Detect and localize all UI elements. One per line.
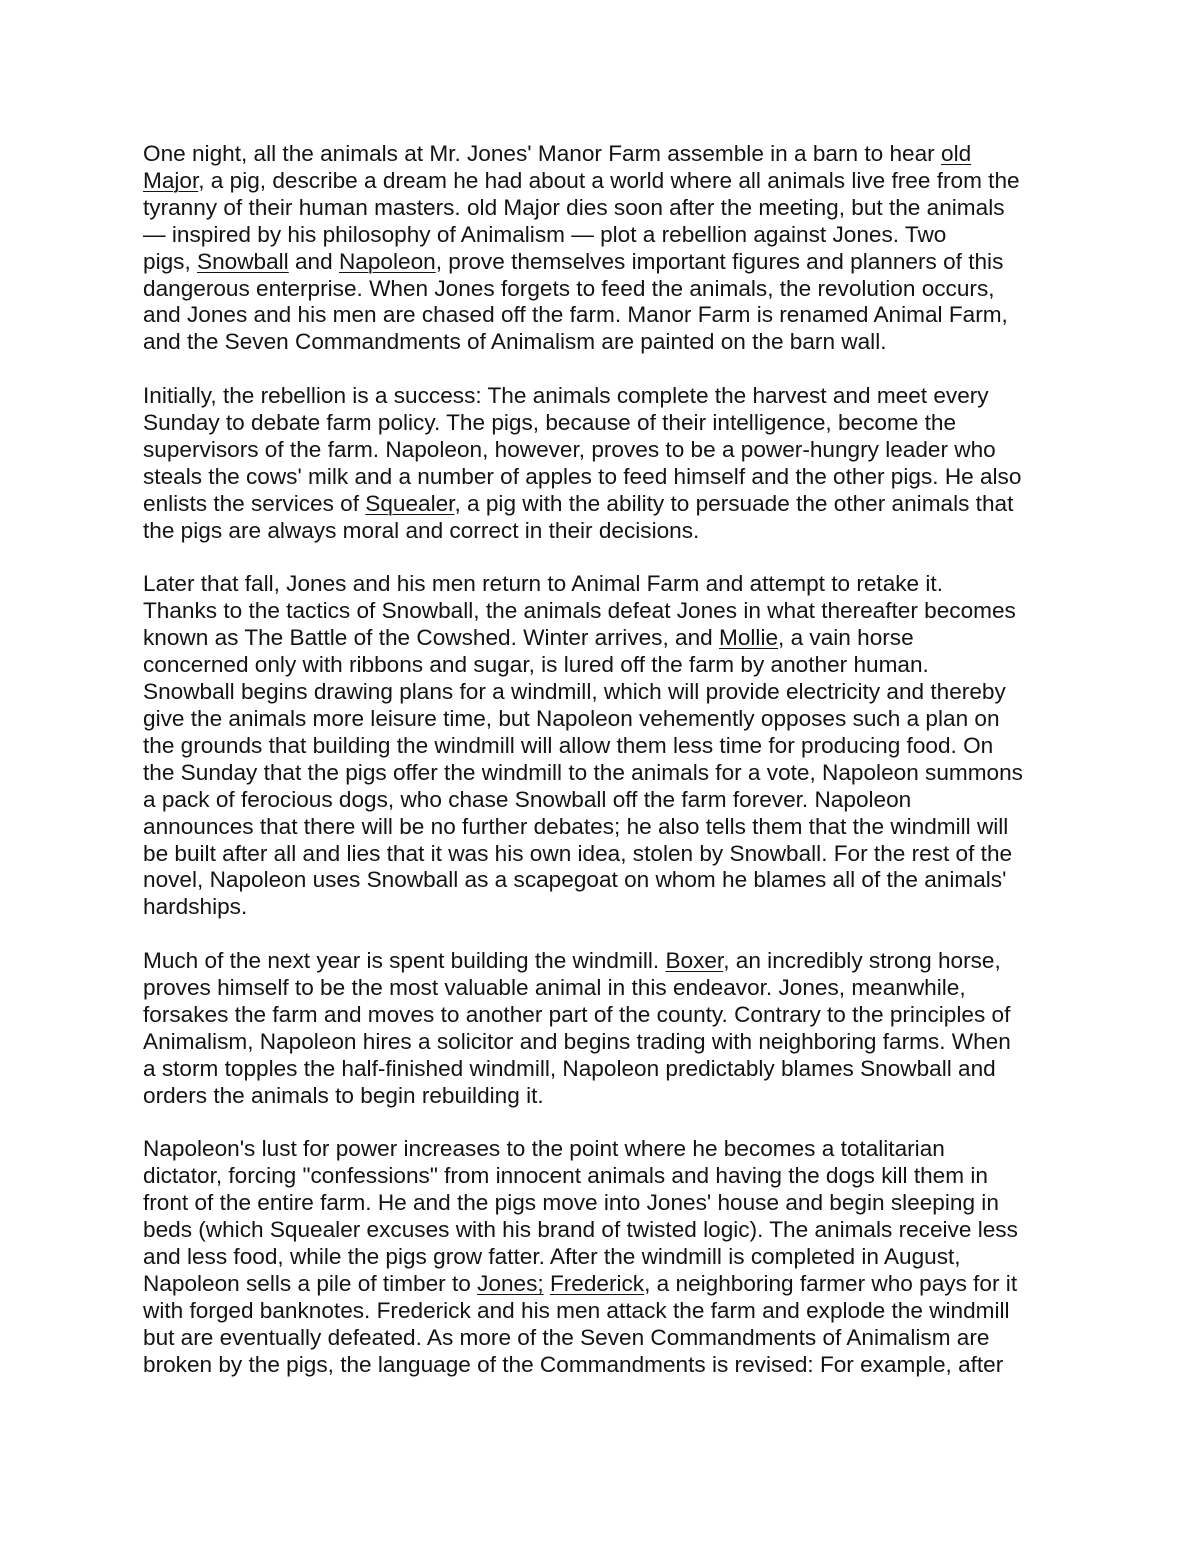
text-line — [143, 383, 1063, 410]
text-line — [143, 437, 1063, 464]
character-link[interactable]: Boxer — [665, 948, 724, 974]
text-segment: the Sunday that the pigs offer the windmill to the animals for a vote, Napoleon summons — [143, 759, 1023, 785]
text-segment: the pigs are always moral and correct in their decisions. — [143, 517, 700, 543]
text-line — [143, 948, 1063, 975]
text-line — [143, 733, 1063, 760]
text-segment: One night, all the animals at Mr. Jones' Manor Farm assemble in a barn to hear — [143, 141, 941, 166]
text-segment: concerned only with ribbons and sugar, is lured off the farm by another human. — [143, 652, 929, 678]
text-line — [143, 168, 1063, 195]
text-segment: hardships. — [143, 894, 248, 920]
text-segment: , an incredibly strong horse, — [723, 948, 1001, 974]
text-segment: pigs, — [143, 248, 198, 274]
text-line — [143, 302, 1063, 329]
character-link[interactable]: Napoleon — [338, 248, 436, 274]
text-segment: dictator, forcing "confessions" from innocent animals and having the dogs kill them in — [143, 1163, 988, 1189]
document-page — [143, 141, 1063, 1379]
text-segment: Napoleon sells a pile of timber to — [143, 1271, 478, 1296]
character-link[interactable]: old — [941, 141, 972, 166]
paragraph — [143, 383, 1063, 544]
text-line — [143, 276, 1063, 303]
character-link[interactable]: Major — [143, 167, 199, 193]
text-line — [143, 1325, 1063, 1352]
text-line — [143, 867, 1063, 894]
text-line — [143, 598, 1063, 625]
text-line — [143, 894, 1063, 921]
text-segment: the grounds that building the windmill will allow them less time for producing food. On — [143, 732, 994, 758]
text-line — [143, 841, 1063, 868]
text-segment: Animalism, Napoleon hires a solicitor and begins trading with neighboring farms. When — [143, 1028, 1011, 1054]
text-segment: , prove themselves important figures and planners of this — [435, 248, 1004, 274]
text-segment: front of the entire farm. He and the pigs move into Jones' house and begin sleeping in — [143, 1190, 999, 1216]
character-link[interactable]: Jones; — [477, 1271, 544, 1296]
text-line — [143, 706, 1063, 733]
text-line — [143, 329, 1063, 356]
text-line — [143, 222, 1063, 249]
text-line — [143, 249, 1063, 276]
text-segment: Initially, the rebellion is a success: The animals complete the harvest and meet every — [143, 383, 989, 409]
paragraph — [143, 141, 1063, 356]
text-line — [143, 814, 1063, 841]
text-segment: and the Seven Commandments of Animalism are painted on the barn wall. — [143, 329, 887, 355]
text-segment: forsakes the farm and moves to another part of the county. Contrary to the principles of — [143, 1001, 1011, 1027]
text-line — [143, 1136, 1063, 1163]
text-line — [143, 625, 1063, 652]
text-segment: and Jones and his men are chased off the farm. Manor Farm is renamed Animal Farm, — [143, 302, 1008, 328]
text-segment: broken by the pigs, the language of the Commandments is revised: For example, after — [143, 1351, 1004, 1377]
text-line — [143, 195, 1063, 222]
text-line — [143, 1163, 1063, 1190]
text-line — [143, 464, 1063, 491]
text-segment: with forged banknotes. Frederick and his men attack the farm and explode the windmill — [143, 1297, 1010, 1323]
text-segment: but are eventually defeated. As more of the Seven Commandments of Animalism are — [143, 1324, 990, 1350]
paragraph — [143, 948, 1063, 1109]
text-line — [143, 1029, 1063, 1056]
text-line — [143, 1217, 1063, 1244]
text-segment: supervisors of the farm. Napoleon, however, proves to be a power-hungry leader who — [143, 436, 996, 462]
text-segment: Much of the next year is spent building the windmill. — [143, 948, 666, 974]
text-segment: , a pig, describe a dream he had about a world where all animals live free from the — [198, 167, 1020, 193]
text-line — [143, 787, 1063, 814]
text-line — [143, 410, 1063, 437]
text-line — [143, 652, 1063, 679]
text-segment: beds (which Squealer excuses with his brand of twisted logic). The animals receive less — [143, 1217, 1018, 1243]
text-segment: Snowball begins drawing plans for a windmill, which will provide electricity and thereby — [143, 679, 1006, 705]
text-segment: Thanks to the tactics of Snowball, the animals defeat Jones in what thereafter becomes — [143, 598, 1016, 624]
text-line — [143, 1271, 1063, 1298]
text-segment: — inspired by his philosophy of Animalism — plot a rebellion against Jones. Two — [143, 221, 947, 247]
text-segment: proves himself to be the most valuable animal in this endeavor. Jones, meanwhile, — [143, 975, 966, 1001]
text-line — [143, 571, 1063, 598]
text-segment: orders the animals to begin rebuilding it. — [143, 1082, 544, 1108]
text-segment: enlists the services of — [143, 490, 366, 516]
text-segment: tyranny of their human masters. old Major dies soon after the meeting, but the animals — [143, 194, 1005, 220]
text-line — [143, 760, 1063, 787]
text-line — [143, 141, 1063, 168]
text-segment: dangerous enterprise. When Jones forgets to feed the animals, the revolution occurs, — [143, 275, 995, 301]
text-segment: a pack of ferocious dogs, who chase Snowball off the farm forever. Napoleon — [143, 786, 912, 812]
character-link[interactable]: Mollie — [719, 625, 779, 651]
text-line — [143, 1083, 1063, 1110]
text-segment: , a neighboring farmer who pays for it — [644, 1271, 1018, 1296]
text-segment: novel, Napoleon uses Snowball as a scapegoat on whom he blames all of the animals' — [143, 867, 1007, 893]
text-segment: announces that there will be no further debates; he also tells them that the windmill will — [143, 813, 1009, 839]
text-segment: Napoleon's lust for power increases to the point where he becomes a totalitarian — [143, 1136, 945, 1162]
text-segment: and less food, while the pigs grow fatter. After the windmill is completed in August, — [143, 1244, 961, 1270]
text-segment: be built after all and lies that it was his own idea, stolen by Snowball. For the rest of the — [143, 840, 1013, 866]
paragraph — [143, 571, 1063, 921]
text-line — [143, 491, 1063, 518]
text-segment: , a pig with the ability to persuade the other animals that — [454, 490, 1014, 516]
text-line — [143, 1298, 1063, 1325]
character-link[interactable]: Squealer — [365, 490, 455, 516]
text-line — [143, 679, 1063, 706]
text-line — [143, 518, 1063, 545]
text-line — [143, 1056, 1063, 1083]
text-segment: , a vain horse — [778, 625, 914, 651]
text-line — [143, 975, 1063, 1002]
text-segment: and — [288, 248, 339, 274]
text-line — [143, 1244, 1063, 1271]
text-segment: a storm topples the half-finished windmill, Napoleon predictably blames Snowball and — [143, 1055, 996, 1081]
text-segment: known as The Battle of the Cowshed. Winter arrives, and — [143, 625, 720, 651]
paragraph — [143, 1136, 1063, 1378]
text-segment: Later that fall, Jones and his men return to Animal Farm and attempt to retake it. — [143, 571, 943, 597]
character-link[interactable]: Frederick — [549, 1271, 645, 1296]
text-line — [143, 1002, 1063, 1029]
text-line — [143, 1352, 1063, 1379]
text-segment: Sunday to debate farm policy. The pigs, because of their intelligence, become the — [143, 410, 957, 436]
text-segment: give the animals more leisure time, but Napoleon vehemently opposes such a plan on — [143, 706, 1000, 731]
character-link[interactable]: Snowball — [197, 248, 289, 274]
text-line — [143, 1190, 1063, 1217]
text-segment: steals the cows' milk and a number of apples to feed himself and the other pigs. He also — [143, 463, 1022, 489]
